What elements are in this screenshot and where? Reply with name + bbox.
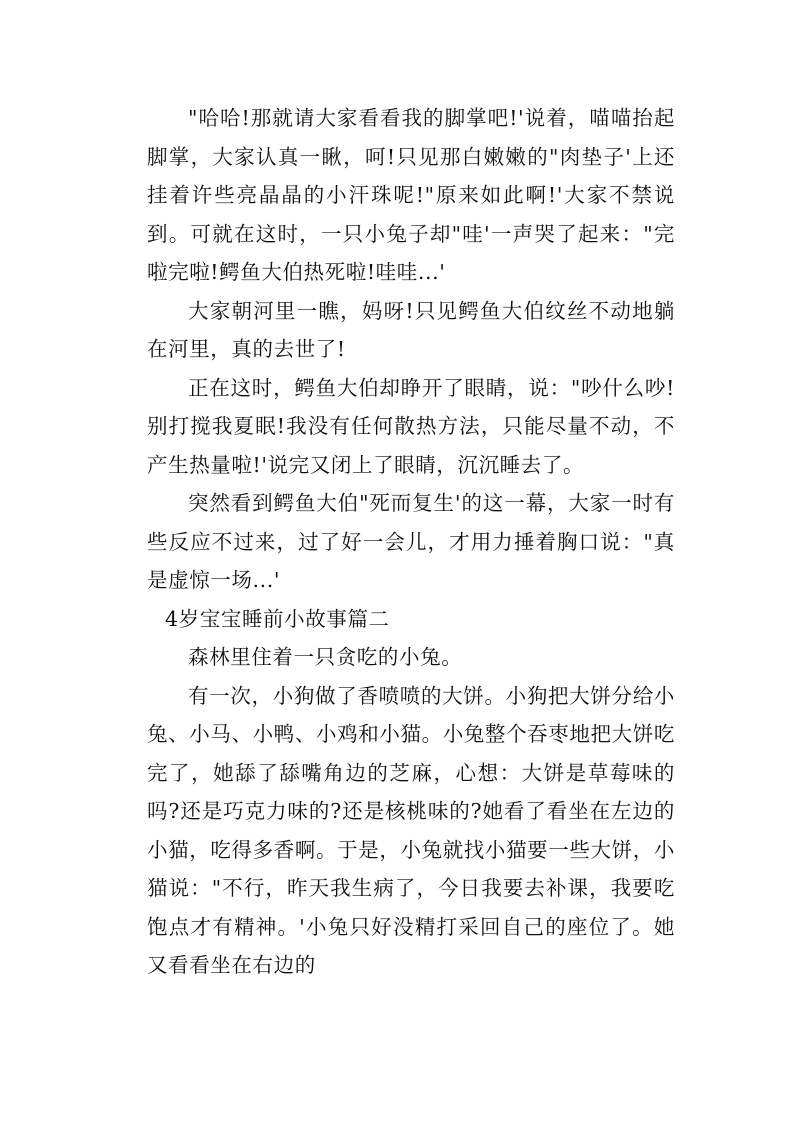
section-heading: 4岁宝宝睡前小故事篇二 — [165, 606, 390, 631]
document-body — [147, 99, 675, 985]
paragraph: "哈哈!那就请大家看看我的脚掌吧!'说着，喵喵抬起脚掌，大家认真一瞅，呵!只见那白嫩嫩的"肉垫子'上还挂着许些亮晶晶的小汗珠呢!"原来如此啊!'大家不禁说到。可就在这时，一只小兔子却"哇'一声哭了起来："完啦完啦!鳄鱼大伯热死啦!哇哇...' — [147, 106, 675, 284]
paragraph: 大家朝河里一瞧，妈呀!只见鳄鱼大伯纹丝不动地躺在河里，真的去世了! — [147, 298, 675, 361]
paragraph: 森林里住着一只贪吃的小兔。 — [188, 645, 463, 669]
paragraph: 有一次，小狗做了香喷喷的大饼。小狗把大饼分给小兔、小马、小鸭、小鸡和小猫。小兔整个吞枣地把大饼吃完了，她舔了舔嘴角边的芝麻，心想：大饼是草莓味的吗?还是巧克力味的?还是核桃味的?她看了看坐在左边的小猫，吃得多香啊。于是，小兔就找小猫要一些大饼，小猫说："不行，昨天我生病了，今日我要去补课，我要吃饱点才有精神。'小兔只好没精打采回自己的座位了。她又看看坐在右边的 — [147, 683, 675, 977]
paragraph: 正在这时，鳄鱼大伯却睁开了眼睛，说："吵什么吵!别打搅我夏眠!我没有任何散热方法，只能尽量不动，不产生热量啦!'说完又闭上了眼睛，沉沉睡去了。 — [147, 375, 675, 477]
paragraph: 突然看到鳄鱼大伯"死而复生'的这一幕，大家一时有些反应不过来，过了好一会儿，才用力捶着胸口说："真是虚惊一场...' — [147, 491, 675, 592]
